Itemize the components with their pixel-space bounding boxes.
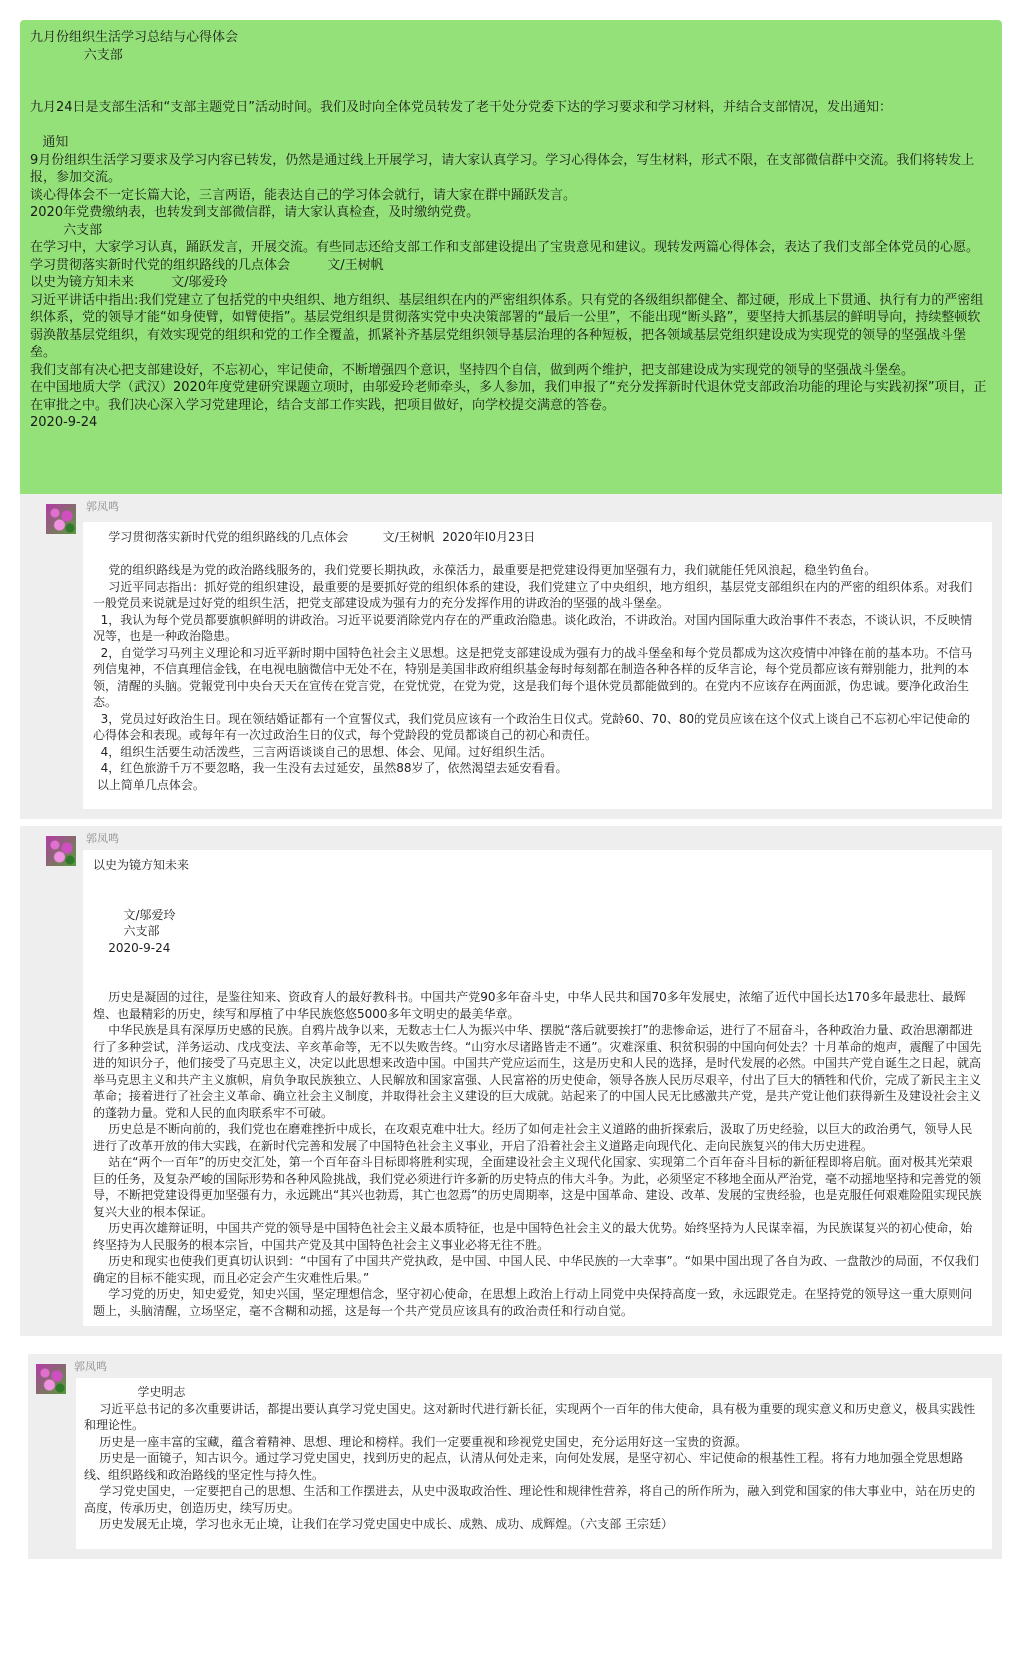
text-line: 历史是凝固的过往，是鉴往知来、资政育人的最好教科书。中国共产党90多年奋斗史，中华人民共和国70多年发展史，浓缩了近代中国长达170多年最悲壮、最辉煌、也最精彩的历史，续写和厚植了中华民族悠悠5000多年文明史的最美华章。 xyxy=(93,990,966,1021)
text-line: 历史是一面镜子，知古识今。通过学习党史国史，找到历史的起点，认清从何处走来，向何处发展，是坚守初心、牢记使命的根基性工程。将有力地加强全党思想路线、组织路线和政治路线的坚定性与持久性。 xyxy=(84,1451,964,1482)
comment-1 xyxy=(20,494,1002,819)
text-line: 学习党史国史，一定要把自己的思想、生活和工作摆进去，从史中汲取政治性、理论性和规律性营养，将自己的所作所为，融入到党和国家的伟大事业中，站在历史的高度，传承历史，创造历史，续写历史。 xyxy=(84,1484,976,1515)
text-line: 通知 xyxy=(30,135,69,150)
text-line xyxy=(30,117,990,135)
text-line: 1，我认为每个党员都要旗帜鲜明的讲政治。习近平说要消除党内存在的严重政治隐患。谈化政治，不讲政治。对国内国际重大政治事件不表态，不谈认识，不反映情况等，也是一种政治隐患。 xyxy=(93,612,973,643)
text-line: 以上简单几点体会。 xyxy=(93,777,205,792)
comment-content xyxy=(76,1378,992,1549)
text-line xyxy=(30,82,990,100)
text-line: 历史总是不断向前的，我们党也在磨难挫折中成长，在攻艰克难中壮大。经历了如何走社会主义道路的曲折探索后，汲取了历史经验，以巨大的政治勇气，领导人民进行了改革开放的伟大实践，在新时代完善和发展了中国特色社会主义事业，开启了沿着社会主义道路走向现代化、走向民族复兴的伟大历史进程。 xyxy=(93,1122,973,1153)
text-line xyxy=(93,956,982,973)
text-line xyxy=(30,64,990,82)
comment-text xyxy=(93,529,982,793)
text-line: 学史明志 xyxy=(84,1385,186,1399)
text-line: 习近平同志指出：抓好党的组织建设，最重要的是要抓好党的组织体系的建设，我们党建立了中央组织，地方组织，基层党支部组织在内的严密的组织体系。对我们一般党员来说就是过好党的组织生活，把党支部建设成为强有力的充分发挥作用的讲政治的坚强的战斗堡垒。 xyxy=(93,579,973,610)
text-line: 以史为镜方知未来 文/邬爱玲 xyxy=(30,275,228,290)
post-text xyxy=(30,29,990,432)
comment-username[interactable]: 郭凤鸣 xyxy=(86,500,119,513)
text-line: 站在“两个一百年”的历史交汇处，第一个百年奋斗目标即将胜利实现，全面建设社会主义现代化国家、实现第二个百年奋斗目标的新征程即将启航。面对极其光荣艰巨的任务，及复杂严峻的国际形势和各种风险挑战，我们党必须进行许多新的历史特点的伟大斗争。为此，必须坚定不移地全面从严治党，毫不动摇地坚持和完善党的领导，不断把党建设得更加坚强有力，永远跳出“其兴也勃焉，其亡也忽焉”的历史周期率，这是中国革命、建设、改革、发展的宝贵经验，也是克服任何艰难险阻实现民族复兴大业的根本保证。 xyxy=(93,1155,982,1219)
comment-content xyxy=(83,522,992,809)
text-line: 学习党的历史，知史爱党，知史兴国，坚定理想信念，坚守初心使命，在思想上政治上行动上同党中央保持高度一致，永远跟党走。在坚持党的领导这一重大原则问题上，头脑清醒，立场坚定，毫不含糊和动摇，这是每一个共产党员应该具有的政治责任和行动自觉。 xyxy=(93,1287,973,1318)
comment-text xyxy=(93,857,982,1319)
text-line: 中华民族是具有深厚历史感的民族。自鸦片战争以来，无数志士仁人为振兴中华、摆脱“落后就要挨打”的悲惨命运，进行了不屈奋斗，各种政治力量、政治思潮都进行了多种尝试，洋务运动、戊戌变法、辛亥革命等，无不以失败告终。“山穷水尽诸路皆走不通”。灾难深重、积贫积弱的中国向何处去？十月革命的炮声，震醒了中国先进的知识分子，他们接受了马克思主义，决定以此思想来改造中国。中国共产党应运而生，这是历史和人民的选择，是时代发展的必然。中国共产党自诞生之日起，就高举马克思主义和共产主义旗帜，肩负争取民族独立、人民解放和国家富强、人民富裕的历史使命，领导各族人民历尽艰辛，付出了巨大的牺牲和代价，完成了新民主主义革命；接着进行了社会主义革命、确立社会主义制度，并取得社会主义建设的巨大成就。站起来了的中国人民无比感激共产党，是共产党让他们获得新生及建设社会主义的蓬勃力量。党和人民的血肉联系牢不可破。 xyxy=(93,1023,982,1120)
text-line xyxy=(93,546,982,563)
avatar[interactable] xyxy=(46,504,76,534)
text-line xyxy=(93,890,982,907)
text-line: 以史为镜方知未来 xyxy=(93,858,190,872)
text-line: 谈心得体会不一定长篇大论，三言两语，能表达自己的学习体会就行，请大家在群中踊跃发言。 xyxy=(30,187,577,203)
text-line: 六支部 xyxy=(93,924,160,938)
text-line: 九月24日是支部生活和“支部主题党日”活动时间。我们及时向全体党员转发了老干处分党委下达的学习要求和学习材料，并结合支部情况，发出通知： xyxy=(30,100,893,115)
text-line xyxy=(93,973,982,990)
main-post xyxy=(20,20,1002,508)
text-line: 2020-9-24 xyxy=(93,940,171,955)
comment-content xyxy=(83,850,992,1326)
text-line: 学习贯彻落实新时代党的组织路线的几点体会 文/王树帆 2020年I0月23日 xyxy=(93,530,536,544)
text-line: 习近平总书记的多次重要讲话，都提出要认真学习党史国史。这对新时代进行新长征，实现两个一百年的伟大使命，具有极为重要的现实意义和历史意义，极具实践性和理论性。 xyxy=(84,1401,976,1432)
comment-text xyxy=(84,1384,982,1533)
text-line: 在中国地质大学（武汉）2020年度党建研究课题立项时，由邬爱玲老师牵头，多人参加，我们申报了“充分发挥新时代退休党支部政治功能的理论与实践初探”项目，正在审批之中。我们决心深入学习党建理论，结合支部工作实践，把项目做好，向学校提交满意的答卷。 xyxy=(30,380,987,413)
avatar[interactable] xyxy=(36,1364,66,1394)
comment-username[interactable]: 郭凤鸣 xyxy=(86,832,119,845)
comment-username[interactable]: 郭凤鸣 xyxy=(74,1360,107,1373)
text-line: 我们支部有决心把支部建设好，不忘初心，牢记使命，不断增强四个意识，坚持四个自信，做到两个维护，把支部建设成为实现党的领导的坚强战斗堡垒。 xyxy=(30,362,915,378)
text-line: 4，组织生活要生动活泼些，三言两语谈谈自己的思想、体会、见闻。过好组织生活。 xyxy=(93,744,553,759)
text-line: 历史是一座丰富的宝藏，蕴含着精神、思想、理论和榜样。我们一定要重视和珍视党史国史，充分运用好这一宝贵的资源。 xyxy=(84,1434,748,1449)
text-line: 4，红色旅游千万不要忽略，我一生没有去过延安，虽然88岁了，依然渴望去延安看看。 xyxy=(93,761,568,775)
text-line: 历史再次雄辩证明，中国共产党的领导是中国特色社会主义最本质特征，也是中国特色社会主义的最大优势。始终坚持为人民谋幸福，为民族谋复兴的初心使命，始终坚持为人民服务的根本宗旨，中国共产党及其中国特色社会主义事业必将无往不胜。 xyxy=(93,1221,973,1252)
text-line: 在学习中，大家学习认真，踊跃发言，开展交流。有些同志还给支部工作和支部建设提出了宝贵意见和建议。现转发两篇心得体会，表达了我们支部全体党员的心愿。 xyxy=(30,240,980,255)
text-line: 2020-9-24 xyxy=(30,415,98,430)
comment-3 xyxy=(28,1354,1002,1559)
text-line: 六支部 xyxy=(30,222,103,238)
text-line: 六支部 xyxy=(30,47,123,63)
text-line: 2，自觉学习马列主义理论和习近平新时期中国特色社会主义思想。这是把党支部建设成为强有力的战斗堡垒和每个党员都成为这次疫情中冲锋在前的基本功。不信马列信鬼神，不信真理信金钱，在电视电脑微信中无处不在，特别是美国非政府组织基金每时每刻都在制造各种各样的反华言论，每个党员都应该有辩别能力，批判的本领，清醒的头脑。党報党刊中央台天天在宣传在党言党，在党忧党，在党为党，这是我们每个退休党员都能做到的。在党内不应该存在两面派，伪忠诚。要净化政治生态。 xyxy=(93,645,973,709)
text-line: 学习贯彻落实新时代党的组织路线的几点体会 文/王树帆 xyxy=(30,257,384,273)
text-line: 历史和现实也使我们更真切认识到：“中国有了中国共产党执政，是中国、中国人民、中华民族的一大幸事”。“如果中国出现了各自为政、一盘散沙的局面，不仅我们确定的目标不能实现，而且必定会产生灾难性后果。” xyxy=(93,1254,979,1285)
avatar[interactable] xyxy=(46,836,76,866)
text-line: 习近平讲话中指出:我们党建立了包括党的中央组织、地方组织、基层组织在内的严密组织体系。只有党的各级组织都健全、都过硬，形成上下贯通、执行有力的严密组织体系，党的领导才能“如身使臂，如臂使指”。基层党组织是贯彻落实党中央决策部署的“最后一公里”，不能出现“断头路”，要坚持大抓基层的鲜明导向，持续整顿软弱涣散基层党组织，有效实现党的组织和党的工作全覆盖，抓紧补齐基层党组织领导基层治理的各种短板，把各领域基层党组织建设成为实现党的领导的坚强战斗堡垒。 xyxy=(30,292,984,360)
text-line: 文/邬爱玲 xyxy=(93,907,176,922)
text-line: 2020年党费缴纳表，也转发到支部微信群，请大家认真检查，及时缴纳党费。 xyxy=(30,205,480,220)
text-line: 9月份组织生活学习要求及学习内容已转发，仍然是通过线上开展学习，请大家认真学习。学习心得体会，写生材料，形式不限，在支部微信群中交流。我们将转发上报，参加交流。 xyxy=(30,152,975,185)
comment-2 xyxy=(20,826,1002,1336)
text-line: 九月份组织生活学习总结与心得体会 xyxy=(30,30,239,45)
text-line: 3，党员过好政治生日。现在领结婚证都有一个宣誓仪式，我们党员应该有一个政治生日仪式。党龄60、70、80的党员应该在这个仪式上谈自己不忘初心牢记使命的心得体会和表现。或每年有一次过政治生日的仪式，每个党龄段的党员都谈自己的初心和责任。 xyxy=(93,711,971,742)
text-line: 党的组织路线是为党的政治路线服务的，我们党要长期执政，永葆活力，最重要是把党建设得更加坚强有力，我们就能任凭风浪起，稳坐钓鱼台。 xyxy=(93,563,877,577)
text-line: 历史发展无止境，学习也永无止境，让我们在学习党史国史中成长、成熟、成功、成辉煌。（六支部 王宗廷） xyxy=(84,1517,674,1531)
text-line xyxy=(93,874,982,891)
